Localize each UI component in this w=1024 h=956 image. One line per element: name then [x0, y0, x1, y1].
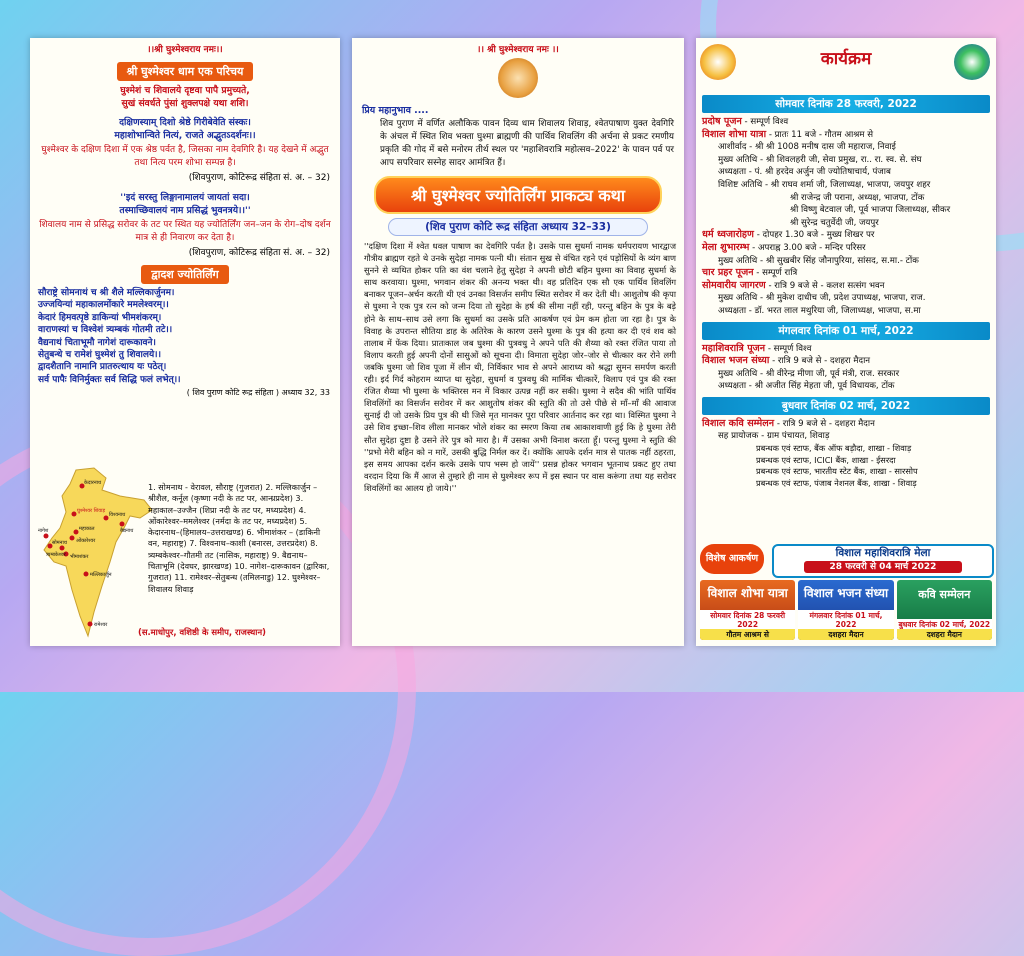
map-label: बैद्यनाथ — [120, 528, 134, 534]
day1-ribbon: सोमवार दिनांक 28 फरवरी, 2022 — [702, 95, 990, 113]
map-marker — [70, 536, 75, 541]
sponsor-line: प्रबन्धक एवं स्टाफ, ICICI बैंक, शाखा - ईसरदा — [756, 454, 896, 465]
peacock-emblem — [954, 44, 990, 80]
sponsor-line: प्रबन्धक एवं स्टाफ, पंजाब नेशनल बैंक, शाखा - शिवाड़ — [756, 477, 917, 488]
tile-name: विशाल भजन संध्या — [803, 586, 889, 600]
tile-date: सोमवार दिनांक 28 फरवरी 2022 — [700, 610, 795, 630]
shiva-image — [498, 58, 538, 98]
event-detail: - रात्रि 9 बजे से - कलश सत्संग भवन — [765, 280, 885, 291]
right-panel — [696, 38, 996, 646]
stotra-line: द्वादशैतानि नामानि प्रातरुत्थाय यः पठेत्। — [38, 362, 167, 373]
event-detail: मुख्य अतिथि - श्री वीरेन्द्र मीणा जी, पूर्व मंत्री, राज. सरकार — [718, 368, 900, 379]
katha-subtitle: (शिव पुराण कोटि रूद्र संहिता अध्याय 32–33) — [388, 218, 648, 236]
verse3-line: तस्माच्छिवालयं नाम प्रसिद्धं भुवनत्रये।।'' — [119, 205, 251, 216]
tile-bhajan-sandhya — [798, 580, 893, 640]
highlight-tiles — [700, 580, 992, 640]
stotra-line: सेतुबन्धे च रामेशं घुश्मेशं तु शिवालये।। — [38, 350, 161, 361]
tile-date: बुधवार दिनांक 02 मार्च, 2022 — [898, 620, 991, 629]
day2-ribbon: मंगलवार दिनांक 01 मार्च, 2022 — [702, 322, 990, 340]
tile-date: मंगलवार दिनांक 01 मार्च, 2022 — [798, 610, 893, 630]
greeting: प्रिय महानुभाव .... — [362, 105, 429, 116]
guest-line: विशिष्ट अतिथि - श्री राघव शर्मा जी, जिलाध्यक्ष, भाजपा, जयपुर शहर — [718, 179, 931, 190]
katha-story: ''दक्षिण दिशा में श्वेत धवल पाषाण का देवगिरि पर्वत है। उसके पास सुधर्मा नामक धर्मपरायण भारद्वाज गौत्रीय ब्राह्मण रहते थे उनके सुदेहा नामक पत्नी थी। संतान सुख से वंचित रहने एवं पड़ोसियों के व्यंग बाण सुनने से व्यथित होकर पति का वंश चलाने हेतु सुदेहा ने अपनी छोटी बहिन घुश्मा का विवाह सुधर्मा के साथ करवाया। घुश्मा, भगवान शंकर की अनन्य भक्त थी। वह प्रतिदिन एक सौ एक पार्थिव शिवलिंग बनाकर पूजन–अर्चन करती थी एवं उनका विसर्जन समीप स्थित सरोवर में कर देती थी। आशुतोष की कृपा से घुश्मा ने एक पुत्र रत्न को जन्म दिया तो सुदेहा के हर्ष की सीमा नहीं रही, परन्तु बहिन के पुत्र के बड़े होने के साथ–साथ उसे लगा कि सुधर्मा का उसके प्रति आकर्षण एवं प्रेम कम होता जा रहा है। पुत्र के विवाह के उपरान्त सौतिया डाह के अतिरेक के कारण उसने घुश्मा के पुत्र की हत्या कर दी एवं शव को तालाब में फेंक दिया। प्रातःकाल जब घुश्मा की पुत्रवधु ने अपने पति की शैय्या को रक्त रंजित पाया तो विलाप करती हुई अपनी दोनों सासुओं को सूचना दी। विमाता सुदेहा जोर–जोर से चीत्कार कर रोने लगी जबकि घुश्मा जो शिव पूजा में लीन थी, निर्विकार भाव से अपने आराध्य को श्रद्धा सुमन समर्पण करती रही। इर्द गिर्द कोहराम व्याप्त था सुदेहा, सुधर्मा व पुत्रवधु की मार्मिक चीत्कारें, विलाप एवं पुत्र की रक्त रंजित शैय्या भी घुश्मा के भक्तिरस मन में विकार उत्पन्न नहीं कर सकी। घुश्मा ने सदैव की भांति पार्थिव शिवलिंगों का विसर्जन सरोवर में कर आशुतोष शंकर की स्तुति की तो उसे पीछे से माँ–माँ की आवाज सुनाई दी जो उसके प्रिय पुत्र की थी जिसे मृत मानकर पूरा परिवार आर्तनाद कर रहा था। विस्मित घुश्मा ने उसे शिव इच्छा–शिव लीला मानकर भोले शंकर का स्मरण किया तब आकाशवाणी हुई कि हे घुश्मा तेरी सौत सुदेहा दुष्टा है उसने तेरे पुत्र को मारा है। मैं उसका अभी विनाश करता हूँ। परन्तु घुश्मा ने स्तुति की ''प्रभो मेरी बहिन को न मारें, उसकी बुद्धि निर्मल कर दें। क्योंकि आपके दर्शन मात्र से पातक नहीं ठहरता, इस समय आपका दर्शन करके उसके पाप भस्म हो जायें'' प्रसन्न होकर भगवान भूतनाथ प्रकट हुए तथा वरदान दिया कि मैं आज से तुम्हारे ही नाम से घुश्मेश्वर रूप में इस स्थान पर वास करूंगा तथा यह सरोवर शिवलिंगों का आलय हो जाये।'' — [364, 241, 676, 493]
event-title: धर्म ध्वजारोहण — [702, 229, 754, 241]
event-title: चार प्रहर पूजन — [702, 267, 754, 279]
shiva-emblem-left — [700, 44, 736, 80]
stotra-line: सर्व पापैः विनिर्मुक्तः सर्व सिद्धि फलं लभेत्।। — [38, 374, 181, 385]
event-detail: मुख्य अतिथि - श्री सुखबीर सिंह जौनापुरिया, सांसद, स.मा.- टोंक — [718, 255, 919, 266]
middle-panel — [352, 38, 684, 646]
event-detail: - रात्रि 9 बजे से - दशहरा मैदान — [769, 356, 871, 367]
map-label: भीमाशंकर — [70, 554, 89, 560]
ref3: ( शिव पुराण कोटि रूद्र संहिता ) अध्याय 32, 33 — [186, 388, 330, 398]
verse2-line: महाशोभान्विते नित्यं, राजते अद्भुतऽदर्शनः।। — [114, 130, 256, 141]
map-label: सोमनाथ — [52, 540, 67, 546]
middle-invocation: ।। श्री घुश्मेश्वराय नमः ।। — [477, 45, 559, 55]
map-label: घुश्मेश्वर शिवाड़ — [77, 508, 106, 514]
mela-title: विशाल महाशिवरात्रि मेला — [835, 547, 931, 559]
map-label: विश्वनाथ — [109, 512, 126, 518]
guest-line: आशीर्वाद - श्री श्री 1008 मनीष दास जी महाराज, निवाई — [718, 142, 896, 153]
event-title: मेला शुभारम्भ — [702, 241, 750, 253]
map-marker — [104, 516, 109, 521]
program-title: कार्यक्रम — [820, 49, 872, 69]
event-detail: अध्यक्षता - श्री अजीत सिंह मेहता जी, पूर्व विधायक, टोंक — [718, 381, 895, 392]
event-detail: - प्रातः 11 बजे - गौतम आश्रम से — [766, 129, 874, 140]
map-label: महाकाल — [79, 526, 95, 532]
intro-banner: श्री घुश्मेश्वर धाम एक परिचय — [117, 62, 254, 81]
tile-shobha-yatra — [700, 580, 795, 640]
event-detail: - दोपहर 1.30 बजे - मुख्य शिखर पर — [753, 230, 875, 241]
event-detail: - अपराह्न 3.00 बजे - मन्दिर परिसर — [749, 242, 866, 253]
event-detail: - सम्पूर्ण विश्व — [765, 343, 812, 354]
event-detail: मुख्य अतिथि - श्री मुकेश दाधीच जी, प्रदेश उपाध्यक्ष, भाजपा, राज. — [718, 293, 926, 304]
event-title: विशाल भजन संध्या — [702, 355, 770, 367]
sponsor-line: प्रबन्धक एवं स्टाफ, बैंक ऑफ बड़ौदा, शाखा - शिवाड़ — [756, 443, 912, 454]
mela-box — [772, 544, 994, 578]
ref1: (शिवपुराण, कोटिरूद्र संहिता सं. अ. – 32) — [188, 173, 330, 183]
vishesh-aakarshan-badge: विशेष आकर्षण — [700, 544, 764, 574]
map-marker — [84, 572, 89, 577]
tile-place: गौतम आश्रम से — [700, 629, 795, 640]
verse1-line: सुखं संवर्धते पुंसां शुक्लपक्षे यथा शशि। — [121, 98, 249, 109]
map-label: रामेश्वर — [94, 622, 108, 628]
invitation-text: शिव पुराण में वर्णित अलौकिक पावन दिव्य धाम शिवालय शिवाड़, श्वेतपाषाण युक्त देवगिरि के अंचल में स्थित शिव भक्ता घुश्मा ब्राह्मणी की पार्थिव शिवलिंग की अर्चना से प्रकट रमणीय प्रकृति की गोद में बसे मनोरम तीर्थ स्थल पर 'महाशिवरात्रि महोत्सव–2022' के पावन पर्व पर आप सपरिवार सस्नेह सादर आमंत्रित हैं। — [380, 119, 674, 168]
event-title: महाशिवरात्रि पूजन — [702, 342, 766, 354]
tile-kavi-sammelan — [897, 580, 992, 640]
tile-place: दशहरा मैदान — [798, 629, 893, 640]
guest-line: मुख्य अतिथि - श्री शिवलहरी जी, सेवा प्रमुख, रा.. रा. स्व. से. संघ — [718, 154, 922, 165]
stotra-line: उज्जयिन्यां महाकालमोंकारे ममलेश्वरम्।। — [38, 300, 169, 311]
guest-line: श्री विष्णु बेटवाल जी, पूर्व भाजपा जिलाध्यक्ष, सीकर — [790, 205, 951, 216]
dwadash-stotra — [30, 287, 340, 386]
tile-name: कवि सम्मेलन — [918, 588, 971, 601]
india-map — [36, 466, 156, 644]
dwadash-banner: द्वादश ज्योतिर्लिंग — [141, 265, 228, 284]
event-title: विशाल शोभा यात्रा — [702, 128, 767, 140]
event-title: सोमवारीय जागरण — [702, 279, 766, 291]
tile-place: दशहरा मैदान — [897, 629, 992, 640]
map-marker — [74, 530, 79, 535]
event-detail: - सम्पूर्ण रात्रि — [753, 268, 798, 279]
stotra-line: वैद्यनाथं चिताभूमौ नागेशं दारूकावने। — [38, 337, 156, 348]
ref2: (शिवपुराण, कोटिरूद्र संहिता सं. अ. – 32) — [188, 248, 330, 258]
event-title: विशाल कवि सम्मेलन — [702, 417, 775, 429]
katha-title: श्री घुश्मेश्वर ज्योतिर्लिंग प्राकट्य कथा — [374, 176, 662, 214]
day3-ribbon: बुधवार दिनांक 02 मार्च, 2022 — [702, 397, 990, 415]
map-marker — [60, 546, 65, 551]
map-marker — [44, 534, 49, 539]
guest-line: श्री राजेन्द्र जी पराना, अध्यक्ष, भाजपा, टोंक — [790, 192, 925, 203]
jyotirling-city-list: 1. सोमनाथ - वेरावल, सौराष्ट्र (गुजरात) 2. मल्लिकार्जुन – श्रीशैल, कर्नूल (कृष्णा नदी के तट पर, आन्ध्रप्रदेश) 3. महाकाल–उज्जैन (शिप्रा नदी के तट पर, मध्यप्रदेश) 4. ओंकारेश्वर–ममलेश्वर (नर्मदा के तट पर, मध्यप्रदेश) 5. केदारनाथ–(हिमालय–उत्तराखण्ड) 6. भीमाशंकर – (डाकिनी वन, महाराष्ट्र) 7. विश्वनाथ–काशी (बनारस, उत्तरप्रदेश) 8. त्र्यम्बकेश्वर–गौतमी तट (नासिक, महाराष्ट्र) 9. बैद्यनाथ–चिताभूमि (देवघर, झारखण्ड) 10. नागेश–दारूकावन (द्वारिका, गुजरात) 11. रामेश्वर–सेतुबन्ध (तमिलनाडु) 12. घुश्मेश्वर–शिवालय शिवाड़ — [148, 482, 330, 594]
map-label: केदारनाथ — [84, 480, 102, 486]
map-marker — [120, 522, 125, 527]
verse3-line: ''इदं सरस्तु लिङ्गानामालयं जायतां सदा। — [120, 192, 250, 203]
map-label: मल्लिकार्जुन — [90, 572, 112, 578]
event-detail: - रात्रि 9 बजे से - दशहरा मैदान — [774, 418, 875, 429]
left-invocation: ।।श्री घुश्मेश्वराय नमः।। — [147, 45, 223, 55]
stotra-line: केदारं हिमवत्पृष्ठे डाकिन्यां भीमशंकरम्। — [38, 312, 162, 323]
tile-name: विशाल शोभा यात्रा — [707, 586, 788, 600]
event-detail: सह प्रायोजक - ग्राम पंचायत, शिवाड़ — [718, 431, 830, 442]
cities-last-line: (स.माधोपुर, वशिष्ठी के समीप, राजस्थान) — [138, 627, 266, 637]
verse2-line: दक्षिणस्याम् दिशो श्रेष्ठे गिरीबेवेति संस्कः। — [119, 117, 251, 128]
map-label: त्र्यम्बकेश्वर — [46, 552, 66, 558]
sponsor-line: प्रबन्धक एवं स्टाफ, भारतीय स्टेट बैंक, शाखा - सारसोप — [756, 466, 918, 477]
map-marker — [88, 622, 93, 627]
guest-line: श्री सुरेन्द्र चतुर्वेदी जी, जयपुर — [790, 217, 879, 228]
map-label: नागेश — [38, 528, 49, 534]
verse1-line: घुश्मेशं च शिवालये दृष्टवा पापै प्रमुच्यते, — [120, 85, 250, 96]
mela-dates: 28 फरवरी से 04 मार्च 2022 — [804, 561, 962, 573]
intro-paragraph: घुश्मेश्वर के दक्षिण दिशा में एक श्रेष्ठ पर्वत है, जिसका नाम देवगिरि है। यह देखने में अद्भुत तथा नित्य परम शोभा सम्पन्न है। — [41, 145, 329, 168]
shivalay-paragraph: शिवालय नाम से प्रसिद्ध सरोवर के तट पर स्थित यह ज्योतिर्लिंग जन–जन के रोग–दोष दर्शन मात्र से ही निवारण कर देता है। — [39, 220, 331, 243]
stotra-line: सौराष्ट्रे सोमनाथं च श्री शैले मल्लिकार्जुनम। — [38, 288, 175, 298]
map-marker — [72, 512, 77, 517]
left-panel — [30, 38, 340, 646]
event-detail: - सम्पूर्ण विश्व — [741, 117, 789, 127]
stotra-line: वाराणस्यां च विश्वेशं त्र्यम्बकं गोतमी तटे।। — [38, 325, 173, 336]
map-label: ओंकारेश्वर — [76, 538, 96, 544]
event-detail: अध्यक्षता - डॉ. भरत लाल मथुरिया जी, जिलाध्यक्ष, भाजपा, स.मा — [718, 305, 921, 316]
event-title: प्रदोष पूजन — [702, 116, 742, 127]
guest-line: अध्यक्षता - पं. श्री हरदेव अर्जुन जी ज्योतिषाचार्य, पंजाब — [718, 167, 891, 178]
